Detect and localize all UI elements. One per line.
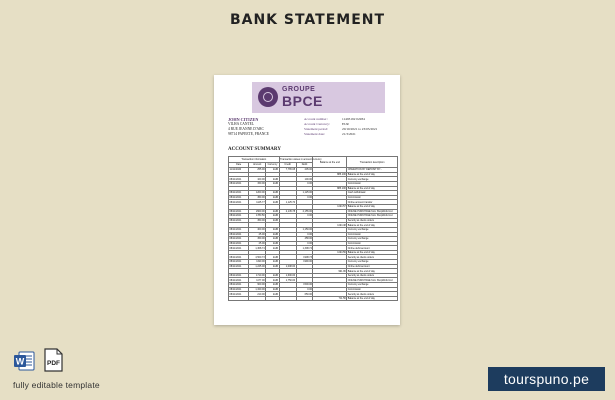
cell-debit: 205.00 bbox=[296, 168, 313, 173]
word-icon-letter: W bbox=[15, 356, 25, 367]
cell-description: Balance at the end of day bbox=[347, 250, 398, 255]
cell-description: OPERATION BY DEPOSIT BY... bbox=[347, 168, 398, 173]
cell-currency: EUR bbox=[266, 181, 280, 186]
cell-date: 08/11/2021 bbox=[229, 191, 249, 196]
cell-debit: 0.00 bbox=[296, 214, 313, 219]
cell-amount: 1,308.74 bbox=[249, 246, 266, 251]
cell-date: 08/11/2021 bbox=[229, 283, 249, 288]
cell-amount: 25.00 bbox=[249, 232, 266, 237]
cell-currency: EUR bbox=[266, 191, 280, 196]
cell-amount: 1200.00 bbox=[249, 191, 266, 196]
cell-amount: 400.00 bbox=[249, 227, 266, 232]
cell-amount: 1125.77 bbox=[249, 200, 266, 205]
cell-amount: 450.00 bbox=[249, 195, 266, 200]
cell-date: 11/11/2020 bbox=[229, 168, 249, 173]
cell-amount: 900.00 bbox=[249, 283, 266, 288]
cell-currency: EUR bbox=[266, 209, 280, 214]
cell-currency: EUR bbox=[266, 237, 280, 242]
cell-date: 08/11/2021 bbox=[229, 287, 249, 292]
cell-credit: 1,750.00 bbox=[279, 278, 296, 283]
cell-description: Security at clients orders bbox=[347, 273, 398, 278]
cell-description: Online debit account bbox=[347, 246, 398, 251]
cell-balance: 1194.48 bbox=[313, 223, 347, 228]
cell-currency: EUR bbox=[266, 227, 280, 232]
subheader-amount: Amount bbox=[249, 162, 266, 168]
cell-amount: 450.00 bbox=[249, 237, 266, 242]
cell-currency: EUR bbox=[266, 218, 280, 223]
cell-date: 08/11/2021 bbox=[229, 246, 249, 251]
cell-debit: 100.00 bbox=[296, 177, 313, 182]
bank-logo-icon bbox=[258, 87, 278, 107]
meta-label: Statement date: bbox=[304, 132, 325, 136]
cell-description: ONLINE PURCHASE from ShopWorld Ltd bbox=[347, 209, 398, 214]
cell-balance: 711.56 bbox=[313, 296, 347, 301]
subheader-currency: Currency bbox=[267, 163, 278, 167]
header-description: Transaction description bbox=[347, 157, 398, 168]
word-icon bbox=[13, 350, 35, 372]
pdf-icon-label: PDF bbox=[47, 360, 60, 367]
cell-amount: 1190.00 bbox=[249, 260, 266, 265]
cell-amount: 100.00 bbox=[249, 177, 266, 182]
bank-brand-top: GROUPE bbox=[282, 86, 316, 93]
cell-description: Balance at the end of day bbox=[347, 223, 398, 228]
cell-description: Currency exchange bbox=[347, 177, 398, 182]
table-row bbox=[229, 296, 398, 301]
cell-date: 08/11/2021 bbox=[229, 227, 249, 232]
cell-amount: 25.00 bbox=[249, 241, 266, 246]
cell-currency: EUR bbox=[266, 246, 280, 251]
cell-amount: 1,320.00 bbox=[249, 287, 266, 292]
transactions-table bbox=[228, 156, 398, 301]
cell-currency: EUR bbox=[266, 195, 280, 200]
cell-debit: 1,125.00 bbox=[296, 191, 313, 196]
cell-debit: 1990.00 bbox=[296, 260, 313, 265]
cell-currency: EUR bbox=[266, 255, 280, 260]
cell-date: 08/11/2021 bbox=[229, 255, 249, 260]
cell-debit: 0.00 bbox=[296, 287, 313, 292]
cell-date: 08/11/2021 bbox=[229, 278, 249, 283]
cell-description: Online account transfer bbox=[347, 200, 398, 205]
meta-value: 20/10/2021 to 23/03/2021 bbox=[342, 127, 378, 131]
cell-description: Security at clients orders bbox=[347, 292, 398, 297]
cell-balance: 1194.56 bbox=[313, 250, 347, 255]
meta-value: EUR bbox=[342, 122, 349, 126]
cell-description: Currency exchange bbox=[347, 227, 398, 232]
cell-description: Balance at the end of day bbox=[347, 296, 398, 301]
cell-date: 08/11/2021 bbox=[229, 232, 249, 237]
cell-debit: 1,150.00 bbox=[296, 227, 313, 232]
cell-currency: EUR bbox=[266, 168, 280, 173]
cell-description: ONLINE PURCHASE from ShopWorld Ltd bbox=[347, 278, 398, 283]
cell-date: 08/11/2021 bbox=[229, 218, 249, 223]
bank-logo-banner bbox=[252, 82, 385, 113]
cell-date: 08/11/2021 bbox=[229, 181, 249, 186]
cell-currency: EUR bbox=[266, 264, 280, 269]
cell-balance: 991.96 bbox=[313, 269, 347, 274]
cell-description: Online debit account bbox=[347, 264, 398, 269]
cell-debit: 1908.73 bbox=[296, 255, 313, 260]
cell-debit: 0.00 bbox=[296, 241, 313, 246]
cell-amount: 450.00 bbox=[249, 218, 266, 223]
statement-document bbox=[214, 75, 400, 325]
cell-description: Cash withdrawal bbox=[347, 191, 398, 196]
account-meta bbox=[304, 117, 377, 137]
cell-description: Currency exchange bbox=[347, 283, 398, 288]
cell-balance: 885.100 bbox=[313, 172, 347, 177]
meta-label: Statement period: bbox=[304, 127, 329, 131]
cell-currency: EUR bbox=[266, 273, 280, 278]
cell-currency: EUR bbox=[266, 260, 280, 265]
cell-description: Commission bbox=[347, 232, 398, 237]
header-transaction-info: Transaction information bbox=[229, 157, 280, 163]
cell-currency: EUR bbox=[266, 232, 280, 237]
cell-debit bbox=[296, 296, 313, 301]
holder-name: JOHN CITIZEN bbox=[228, 117, 259, 122]
transactions-body bbox=[229, 168, 398, 301]
cell-currency: EUR bbox=[266, 241, 280, 246]
meta-value: 21/3/2021 bbox=[342, 132, 356, 136]
account-holder-block bbox=[228, 117, 269, 137]
cell-currency: EUR bbox=[266, 214, 280, 219]
cell-credit: 1,008.00 bbox=[279, 264, 296, 269]
cell-date: 08/11/2021 bbox=[229, 195, 249, 200]
cell-amount: 1710.00 bbox=[249, 273, 266, 278]
cell-description: Balance at the end of day bbox=[347, 204, 398, 209]
cell-amount: 255.00 bbox=[249, 168, 266, 173]
cell-debit: 1,308.74 bbox=[296, 246, 313, 251]
cell-credit: 1,125.70 bbox=[279, 200, 296, 205]
subheader-credit: Credit bbox=[279, 162, 296, 168]
subheader-date: Date bbox=[229, 162, 249, 168]
cell-date: 08/11/2021 bbox=[229, 214, 249, 219]
cell-amount: 1,225.00 bbox=[249, 264, 266, 269]
header-balance: Balance at the end bbox=[313, 157, 347, 168]
cell-description: Commission bbox=[347, 241, 398, 246]
cell-description: Commission bbox=[347, 287, 398, 292]
cell-amount: 4,500.73 bbox=[249, 255, 266, 260]
cell-currency bbox=[266, 296, 280, 301]
holder-address-line: 98714 PAPEETE, FRANCE bbox=[228, 132, 269, 136]
cell-date: 08/11/2021 bbox=[229, 200, 249, 205]
subheader-debit: Debit bbox=[296, 162, 313, 168]
cell-debit: 2,155.00 bbox=[296, 209, 313, 214]
cell-currency: EUR bbox=[266, 278, 280, 283]
cell-description: Balance at the end of day bbox=[347, 172, 398, 177]
cell-credit: 1,600.00 bbox=[279, 273, 296, 278]
cell-date: 08/11/2021 bbox=[229, 260, 249, 265]
cell-description: Security at clients orders bbox=[347, 218, 398, 223]
cell-debit: 0.00 bbox=[296, 195, 313, 200]
cell-debit: 0.00 bbox=[296, 181, 313, 186]
cell-credit bbox=[279, 296, 296, 301]
cell-debit: 650.00 bbox=[296, 292, 313, 297]
cell-currency: EUR bbox=[266, 177, 280, 182]
cell-date: 08/11/2021 bbox=[229, 177, 249, 182]
meta-label: Account Currency: bbox=[304, 122, 330, 126]
holder-address-line: VILHA CANTEL bbox=[228, 122, 255, 126]
meta-row bbox=[304, 132, 377, 137]
cell-amount: 1177.00 bbox=[249, 278, 266, 283]
pdf-icon bbox=[43, 348, 63, 372]
meta-value: 11493192 02284 bbox=[342, 117, 365, 121]
cell-description: Balance at the end of day bbox=[347, 186, 398, 191]
cell-amount: 150.00 bbox=[249, 181, 266, 186]
cell-credit: 2,145.78 bbox=[279, 209, 296, 214]
cell-debit: 0.00 bbox=[296, 232, 313, 237]
cell-description: ONLINE PURCHASE from ShopWorld Ltd bbox=[347, 214, 398, 219]
cell-currency: EUR bbox=[266, 283, 280, 288]
cell-description: Balance at the end of day bbox=[347, 269, 398, 274]
section-title: ACCOUNT SUMMARY bbox=[228, 147, 281, 152]
cell-description: Currency exchange bbox=[347, 260, 398, 265]
cell-balance: 885.100 bbox=[313, 186, 347, 191]
cell-date: 08/11/2021 bbox=[229, 237, 249, 242]
cell-amount bbox=[249, 296, 266, 301]
cell-debit: 1500.00 bbox=[296, 283, 313, 288]
brand-badge: tourspuno.pe bbox=[488, 367, 605, 391]
cell-date: 08/11/2021 bbox=[229, 273, 249, 278]
cell-amount: 1780.50 bbox=[249, 214, 266, 219]
header-transaction-values: Transaction values in account currency bbox=[280, 157, 322, 161]
cell-date: 08/11/2021 bbox=[229, 209, 249, 214]
cell-balance: 1194.57 bbox=[313, 204, 347, 209]
cell-date bbox=[229, 296, 249, 301]
bank-brand-main: BPCE bbox=[282, 93, 323, 109]
page-title: BANK STATEMENT bbox=[229, 12, 386, 28]
cell-description: Currency exchange bbox=[347, 237, 398, 242]
cell-currency: EUR bbox=[266, 287, 280, 292]
cell-currency: EUR bbox=[266, 292, 280, 297]
cell-amount: 2900.00 bbox=[249, 209, 266, 214]
cell-date: 08/11/2021 bbox=[229, 264, 249, 269]
cell-amount: 210.00 bbox=[249, 292, 266, 297]
holder-address-line: 4 RUE JEANNE D'ARC bbox=[228, 127, 264, 131]
cell-description: Commission bbox=[347, 195, 398, 200]
cell-debit: 458.00 bbox=[296, 237, 313, 242]
cell-description: Security at clients orders bbox=[347, 255, 398, 260]
cell-date: 08/11/2021 bbox=[229, 241, 249, 246]
cell-description: Commission bbox=[347, 181, 398, 186]
cell-currency: EUR bbox=[266, 200, 280, 205]
cell-credit: 7,765.08 bbox=[279, 168, 296, 173]
cell-date: 08/11/2021 bbox=[229, 292, 249, 297]
meta-label: Account number: bbox=[304, 117, 328, 121]
footer-label: fully editable template bbox=[13, 380, 100, 390]
